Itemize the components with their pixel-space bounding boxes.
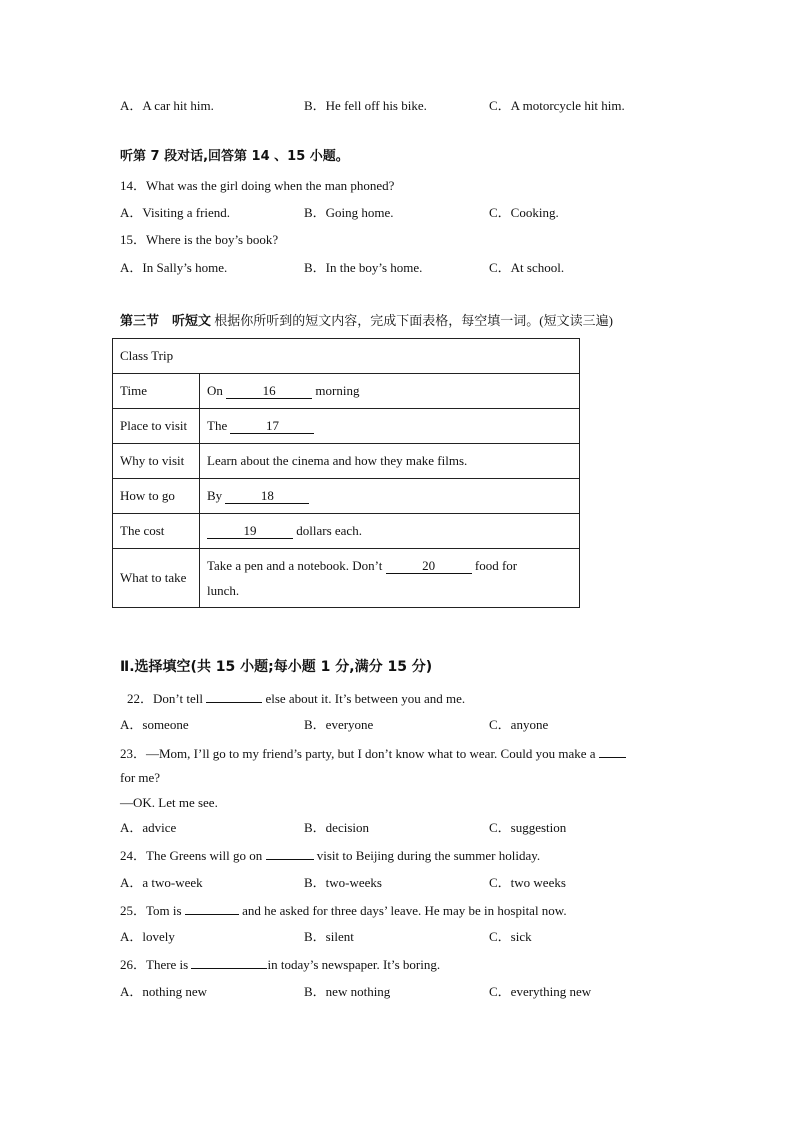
q26-option-c[interactable]: C．everything new (489, 984, 592, 999)
q25-option-a[interactable]: A．lovely (120, 929, 175, 944)
table-row (113, 409, 580, 444)
table-row (113, 549, 580, 608)
q23-response: —OK. Let me see. (120, 795, 218, 810)
part2-heading: Ⅱ.选择填空(共 15 小题;每小题 1 分,满分 15 分) (120, 659, 433, 675)
q15-option-a[interactable]: A．In Sally’s home. (120, 260, 228, 275)
q23-option-b[interactable]: B．decision (304, 820, 369, 835)
q22-option-a[interactable]: A．someone (120, 717, 189, 732)
row-label-cost: The cost (113, 514, 200, 549)
q25-stem: 25．Tom is and he asked for three days’ leave. He may be in hospital now. (120, 903, 567, 918)
q13-option-c[interactable]: C．A motorcycle hit him. (489, 98, 625, 113)
blank-20[interactable]: 20 (386, 559, 472, 574)
q14-option-c[interactable]: C．Cooking. (489, 205, 559, 220)
q24-option-c[interactable]: C．two weeks (489, 875, 566, 890)
q15-option-b[interactable]: B．In the boy’s home. (304, 260, 423, 275)
q14-option-a[interactable]: A．Visiting a friend. (120, 205, 231, 220)
row-value-cost: 19 dollars each. (200, 514, 580, 549)
part3-instruction: 根据你所听到的短文内容，完成下面表格，每空填一词。(短文读三遍) (211, 313, 613, 328)
row-label-time: Time (113, 374, 200, 409)
row-label-how: How to go (113, 479, 200, 514)
q22-option-c[interactable]: C．anyone (489, 717, 549, 732)
q14-stem: 14．What was the girl doing when the man phoned? (120, 178, 395, 193)
q24-option-b[interactable]: B．two-weeks (304, 875, 382, 890)
row-value-take: Take a pen and a notebook. Don’t 20 food for lunch. (200, 549, 580, 608)
q13-option-a[interactable]: A．A car hit him. (120, 98, 214, 113)
q22-option-b[interactable]: B．everyone (304, 717, 374, 732)
blank-16[interactable]: 16 (226, 384, 312, 399)
table-row (113, 479, 580, 514)
q14-option-b[interactable]: B．Going home. (304, 205, 394, 220)
q25-blank[interactable] (185, 902, 239, 915)
q23-stem: 23．—Mom, I’ll go to my friend’s party, but I don’t know what to wear. Could you make a (120, 745, 626, 762)
blank-18[interactable]: 18 (225, 489, 309, 504)
table-row (113, 514, 580, 549)
row-label-why: Why to visit (113, 444, 200, 479)
q24-stem: 24．The Greens will go on visit to Beijing during the summer holiday. (120, 848, 541, 863)
row-value-place: The 17 (200, 409, 580, 444)
row-label-place: Place to visit (113, 409, 200, 444)
q22-stem: 22．Don’t tell else about it. It’s between you and me. (127, 691, 466, 706)
q23-option-a[interactable]: A．advice (120, 820, 177, 835)
blank-17[interactable]: 17 (230, 419, 314, 434)
blank-19[interactable]: 19 (207, 524, 293, 539)
class-trip-table (112, 338, 580, 608)
q23-stem-line2: for me? (120, 770, 161, 785)
q24-option-a[interactable]: A．a two-week (120, 875, 203, 890)
q26-blank[interactable] (191, 956, 267, 969)
row-value-time: On 16 morning (200, 374, 580, 409)
q24-blank[interactable] (266, 847, 314, 860)
table-title: Class Trip (113, 339, 580, 374)
q25-option-c[interactable]: C．sick (489, 929, 532, 944)
table-row (113, 374, 580, 409)
row-value-how: By 18 (200, 479, 580, 514)
part3-heading (120, 310, 613, 329)
q26-option-a[interactable]: A．nothing new (120, 984, 208, 999)
q22-blank[interactable] (206, 690, 262, 703)
q25-option-b[interactable]: B．silent (304, 929, 354, 944)
q26-stem: 26．There is in today’s newspaper. It’s boring. (120, 957, 441, 972)
q26-option-b[interactable]: B．new nothing (304, 984, 391, 999)
row-value-why: Learn about the cinema and how they make films. (200, 444, 580, 479)
q15-option-c[interactable]: C．At school. (489, 260, 565, 275)
table-row (113, 444, 580, 479)
q13-option-b[interactable]: B．He fell off his bike. (304, 98, 427, 113)
row-label-take: What to take (113, 549, 200, 608)
q15-stem: 15．Where is the boy’s book? (120, 232, 279, 247)
part3-label: 第三节 听短文 (120, 314, 212, 329)
q23-blank[interactable] (599, 745, 626, 758)
section7-heading: 听第 7 段对话,回答第 14 、15 小题。 (120, 149, 349, 164)
q23-option-c[interactable]: C．suggestion (489, 820, 567, 835)
